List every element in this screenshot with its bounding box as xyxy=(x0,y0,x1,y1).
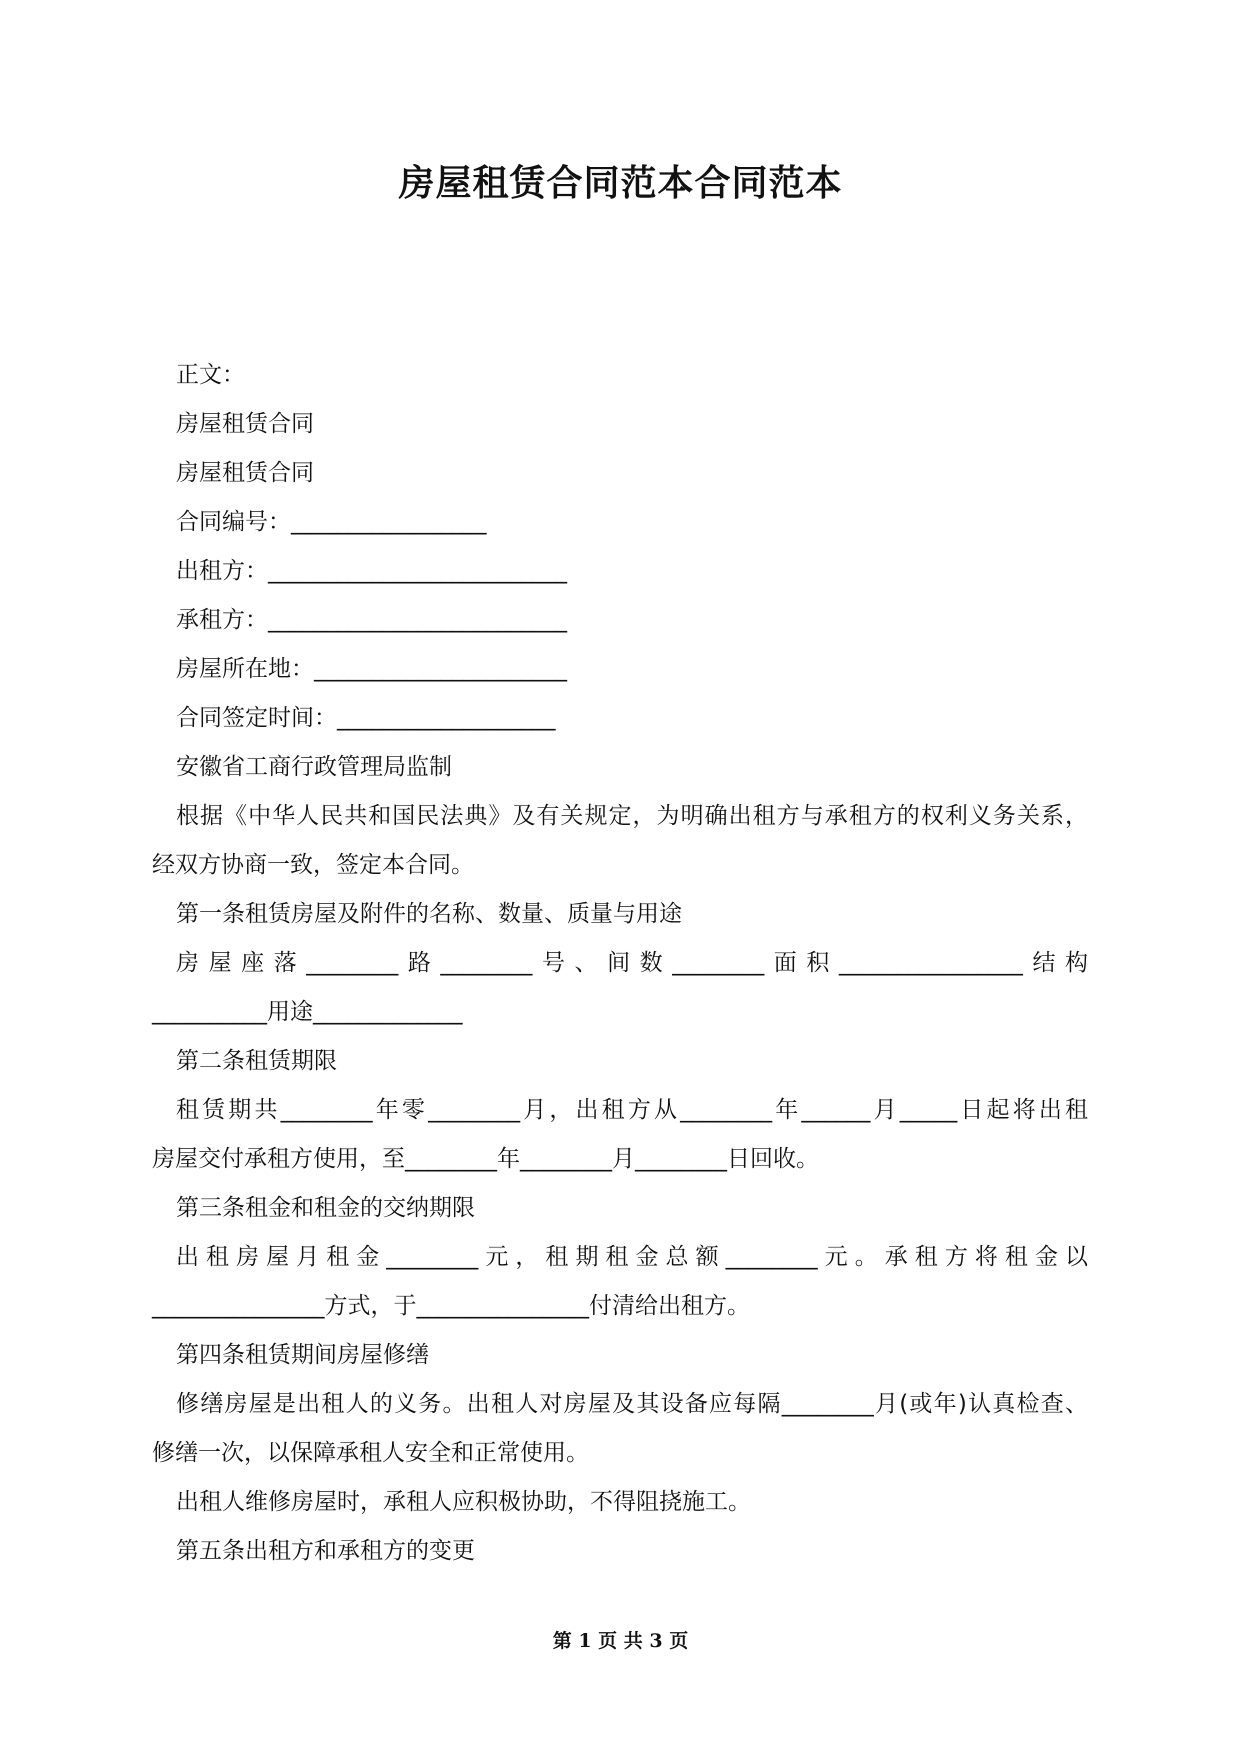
article-2-heading: 第二条租赁期限 xyxy=(176,1048,337,1074)
article-4-heading: 第四条租赁期间房屋修缮 xyxy=(176,1342,429,1368)
article-3-line-1: 出租房屋月租金________元，租期租金总额________元。承租方将租金以 xyxy=(176,1244,1088,1270)
paragraph-contract-heading-2: 房屋租赁合同 xyxy=(176,460,314,486)
article-3-line-2: _______________方式，于_______________付清给出租方。 xyxy=(152,1293,750,1319)
paragraph-preamble-line-2: 经双方协商一致，签定本合同。 xyxy=(152,852,474,878)
field-lessor: 出租方：__________________________ xyxy=(176,558,567,584)
field-contract-number: 合同编号：_________________ xyxy=(176,509,487,535)
paragraph-issuer: 安徽省工商行政管理局监制 xyxy=(176,754,452,780)
field-house-location: 房屋所在地：______________________ xyxy=(176,656,567,682)
article-4-line-2: 修缮一次，以保障承租人安全和正常使用。 xyxy=(152,1440,589,1466)
article-3-heading: 第三条租金和租金的交纳期限 xyxy=(176,1195,475,1221)
article-4-line-1: 修缮房屋是出租人的义务。出租人对房屋及其设备应每隔________月(或年)认真检查、 xyxy=(176,1391,1088,1417)
article-1-line-1: 房屋座落________路________号、间数________面积________________结构 xyxy=(176,950,1088,976)
article-1-line-2: __________用途_____________ xyxy=(152,999,463,1025)
article-2-line-2: 房屋交付承租方使用，至________年________月________日回收。 xyxy=(152,1146,819,1172)
article-2-line-1: 租赁期共________年零________月，出租方从________年______月_____日起将出租 xyxy=(176,1097,1088,1123)
paragraph-label-body: 正文： xyxy=(176,362,245,388)
document-body xyxy=(152,351,1088,1576)
article-1-heading: 第一条租赁房屋及附件的名称、数量、质量与用途 xyxy=(176,901,682,927)
field-signing-date: 合同签定时间：___________________ xyxy=(176,705,556,731)
paragraph-contract-heading-1: 房屋租赁合同 xyxy=(176,411,314,437)
document-title: 房屋租赁合同范本合同范本 xyxy=(398,163,843,204)
page-footer: 第 1 页 共 3 页 xyxy=(552,1630,689,1652)
field-lessee: 承租方：__________________________ xyxy=(176,607,567,633)
article-5-heading: 第五条出租方和承租方的变更 xyxy=(176,1538,475,1564)
article-4-paragraph-2: 出租人维修房屋时，承租人应积极协助，不得阻挠施工。 xyxy=(176,1489,751,1515)
paragraph-preamble-line-1: 根据《中华人民共和国民法典》及有关规定，为明确出租方与承租方的权利义务关系， xyxy=(176,803,1088,829)
